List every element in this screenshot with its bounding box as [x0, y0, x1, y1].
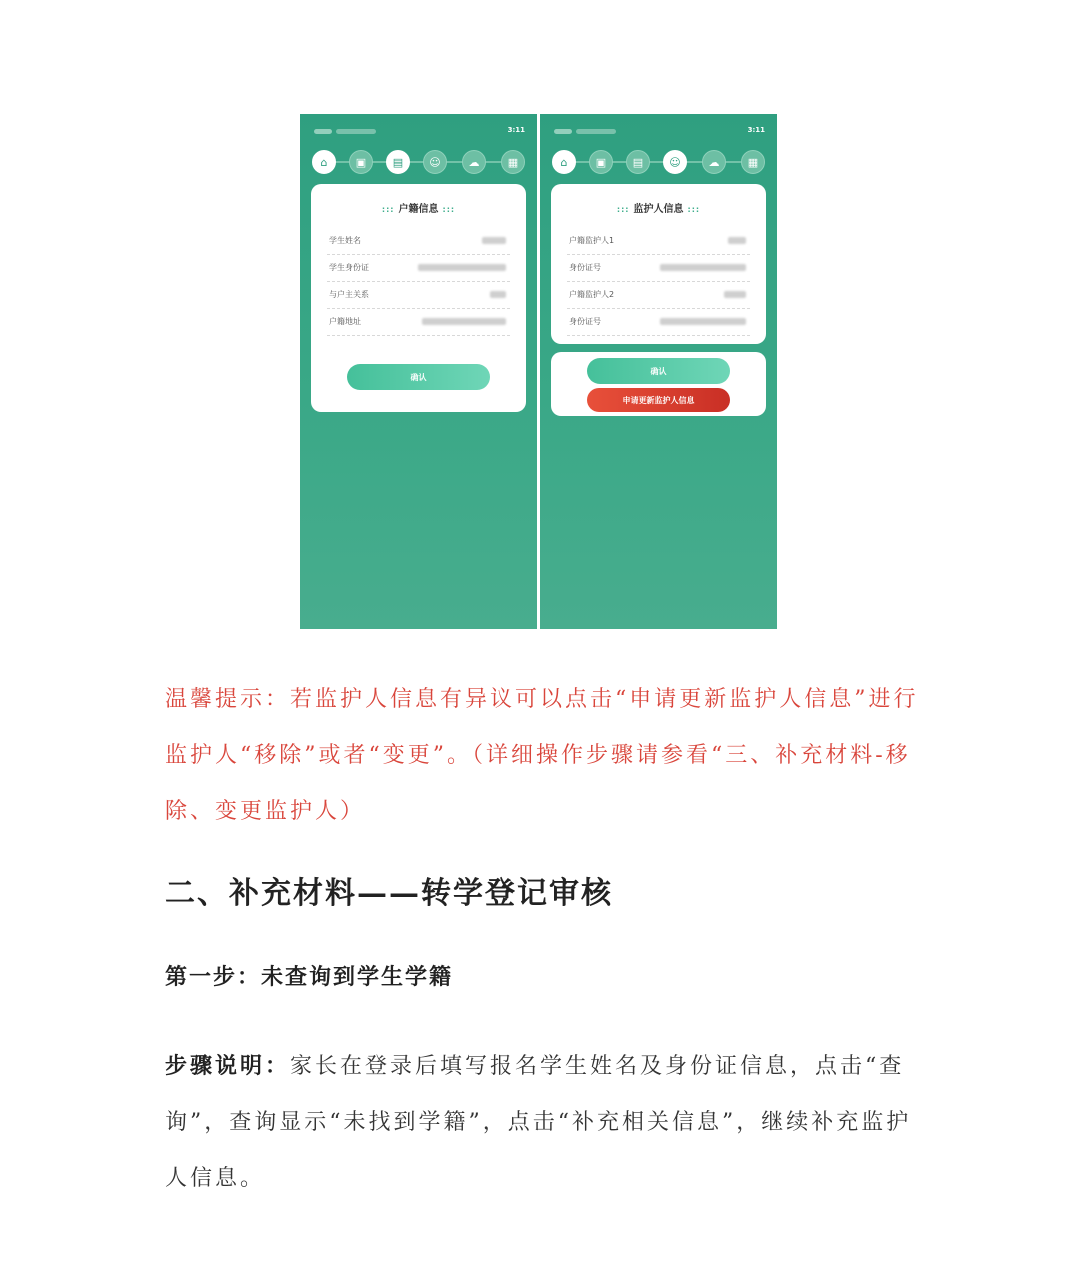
signal-icon — [554, 129, 572, 134]
redacted-value — [490, 291, 506, 298]
home-icon[interactable]: ⌂ — [552, 150, 576, 174]
confirm-button[interactable]: 确认 — [587, 358, 730, 384]
home-icon[interactable]: ⌂ — [312, 150, 336, 174]
redacted-value — [418, 264, 506, 271]
carrier-blur — [336, 129, 376, 134]
section-heading: 二、补充材料——转学登记审核 — [165, 876, 613, 911]
carrier-blur — [576, 129, 616, 134]
redacted-value — [422, 318, 506, 325]
warm-tip-paragraph: 温馨提示：若监护人信息有异议可以点击“申请更新监护人信息”进行监护人“移除”或者“变更”。（详细操作步骤请参看“三、补充材料-移除、变更监护人） — [165, 687, 919, 824]
redacted-value — [660, 264, 746, 271]
school-icon[interactable]: ▣ — [589, 150, 613, 174]
guardian-1-field: 户籍监护人1 — [567, 228, 750, 255]
step-progress — [312, 150, 525, 174]
confirm-button[interactable]: 确认 — [347, 364, 490, 390]
cloud-upload-icon[interactable]: ☁ — [702, 150, 726, 174]
guardian-info-screenshot — [540, 114, 777, 629]
redacted-value — [724, 291, 746, 298]
cloud-upload-icon[interactable]: ☁ — [462, 150, 486, 174]
guardian-2-id-field: 身份证号 — [567, 309, 750, 336]
guardian-2-field: 户籍监护人2 — [567, 282, 750, 309]
signal-icon — [314, 129, 332, 134]
redacted-value — [728, 237, 746, 244]
step-desc-text: 家长在登录后填写报名学生姓名及身份证信息，点击“查询”，查询显示“未找到学籍”，点击“补充相关信息”，继续补充监护人信息。 — [165, 1054, 912, 1191]
relation-field: 与户主关系 — [327, 282, 510, 309]
document-icon[interactable]: ▦ — [501, 150, 525, 174]
school-icon[interactable]: ▣ — [349, 150, 373, 174]
step1-description — [165, 1038, 920, 1207]
household-info-screenshot — [300, 114, 537, 629]
step1-heading: 第一步：未查询到学生学籍 — [165, 964, 454, 990]
card-title: ::: 户籍信息 ::: — [381, 204, 456, 215]
guardian-info-card — [551, 184, 766, 344]
household-info-card — [311, 184, 526, 412]
redacted-value — [482, 237, 506, 244]
actions-card — [551, 352, 766, 416]
student-id-field: 学生身份证 — [327, 255, 510, 282]
student-name-field: 学生姓名 — [327, 228, 510, 255]
step-desc-label: 步骤说明： — [165, 1053, 291, 1079]
people-icon[interactable]: ☺ — [423, 150, 447, 174]
status-time: 3:11 — [747, 126, 765, 134]
people-icon[interactable]: ☺ — [663, 150, 687, 174]
update-guardian-button[interactable]: 申请更新监护人信息 — [587, 388, 730, 412]
card-title: ::: 监护人信息 ::: — [616, 204, 701, 215]
status-bar — [312, 126, 525, 136]
id-card-icon[interactable]: ▤ — [386, 150, 410, 174]
document-icon[interactable]: ▦ — [741, 150, 765, 174]
address-field: 户籍地址 — [327, 309, 510, 336]
status-time: 3:11 — [507, 126, 525, 134]
redacted-value — [660, 318, 746, 325]
guardian-1-id-field: 身份证号 — [567, 255, 750, 282]
id-card-icon[interactable]: ▤ — [626, 150, 650, 174]
status-bar — [552, 126, 765, 136]
step-progress — [552, 150, 765, 174]
